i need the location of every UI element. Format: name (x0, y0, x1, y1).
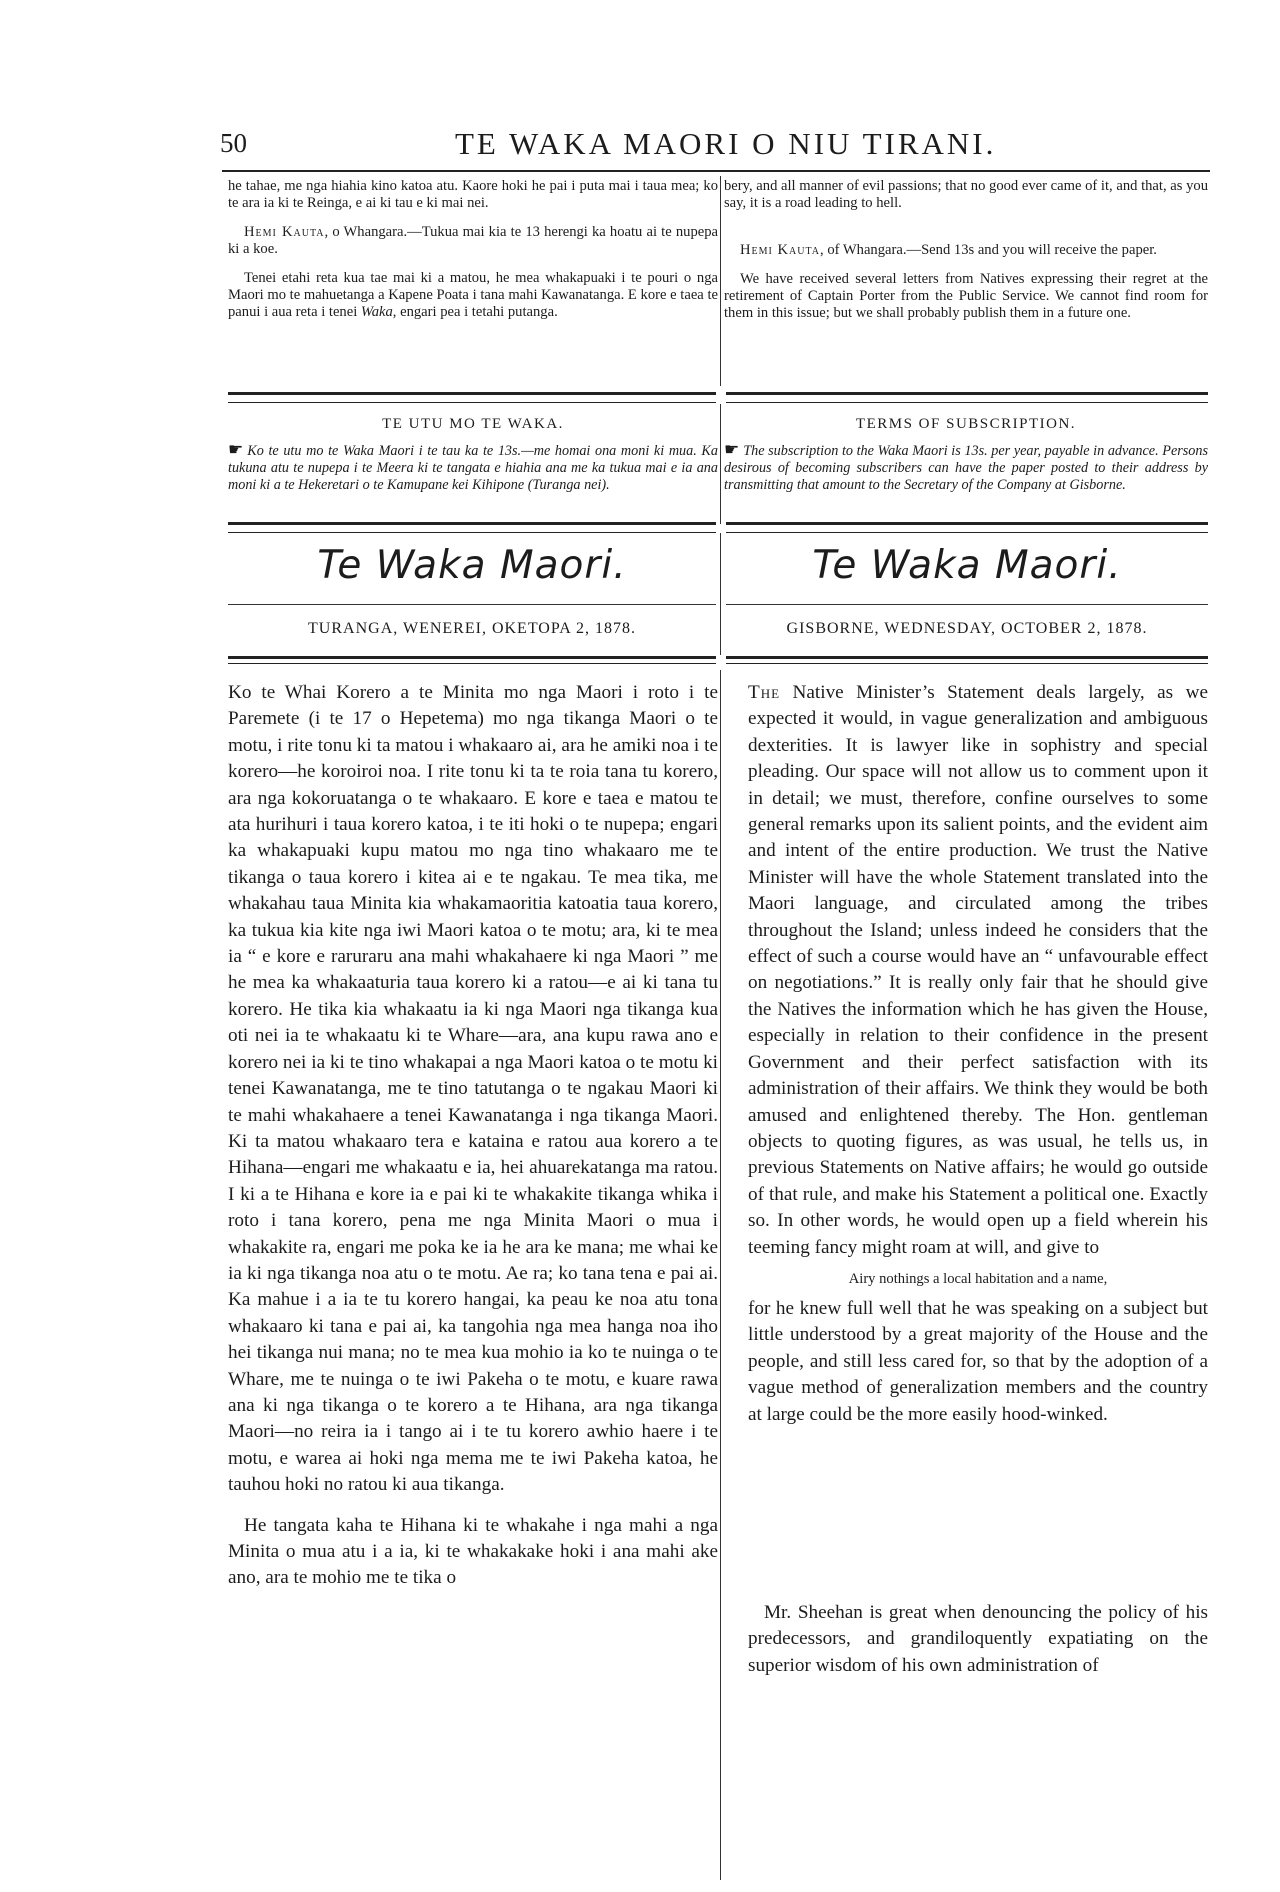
subscription-heading-maori: TE UTU MO TE WAKA. (382, 416, 564, 432)
notice-hemi-name: Hemi Kauta (244, 224, 325, 240)
subscription-heading-english: TERMS OF SUBSCRIPTION. (855, 416, 1077, 432)
subscription-body-maori: Ko te utu mo te Waka Maori i te tau ka te 13s.—me homai ona moni ki mua. Ka tukuna atu te nupepa i te Meera ki te tangata e hiahia ana me ka tukua mai e ia ana moni ki a te Hekeretari o te Kamupane kei Kihipone (Turanga nei). (228, 443, 718, 493)
subscription-text-english (724, 441, 1208, 494)
notice-hemi-text-en: , of Whangara.—Send 13s and you will receive the paper. (820, 242, 1157, 258)
subscription-text-maori (228, 441, 718, 494)
masthead-maori: Te Waka Maori. (317, 543, 627, 588)
pointing-hand-icon: ☛ (724, 440, 740, 459)
notice-letters-waka: Waka (360, 304, 393, 320)
rule-dateline-right (726, 604, 1208, 605)
page-header (220, 124, 1210, 170)
rule-masthead-left (228, 522, 716, 533)
dateline-maori: TURANGA, WENEREI, OKETOPA 2, 1878. (308, 620, 636, 637)
article-english-paragraph-1 (748, 680, 1208, 1261)
pointing-hand-icon: ☛ (228, 440, 244, 459)
rule-subscription-left (228, 392, 716, 403)
column-divider-article (720, 670, 721, 1880)
notice-hemi-maori (228, 224, 718, 258)
header-rule (222, 170, 1210, 172)
article-english-lead: The (748, 682, 781, 703)
article-maori-paragraph-2: He tangata kaha te Hihana ki te whakahe i nga mahi a nga Minita o mua atu i a ia, ki te whakakake hoki i ana mahi ake ano, ara te mohio me te tika o (228, 1514, 718, 1589)
page-number: 50 (220, 128, 247, 158)
article-english (748, 680, 1208, 1679)
masthead-english: Te Waka Maori. (812, 543, 1122, 588)
rule-article-right (726, 656, 1208, 664)
column-divider-top (720, 176, 721, 386)
subscription-maori (228, 416, 718, 494)
notice-continuation-english: bery, and all manner of evil passions; that no good ever came of it, and that, as you say, it is a road leading to hell. (724, 178, 1208, 211)
article-english-paragraph-3: Mr. Sheehan is great when denouncing the policy of his predecessors, and grandiloquently expatiating on the superior wisdom of his own administration of (748, 1601, 1208, 1676)
subscription-body-english: The subscription to the Waka Maori is 13s. per year, payable in advance. Persons desirous of becoming subscribers can have the paper posted to their address by transmitting that amount to the Secretary of the Company at Gisborne. (724, 443, 1208, 493)
notice-letters-text: Tenei etahi reta kua tae mai ki a matou, he mea whakapuaki i te pouri o nga Maori mo te mahuetanga a Kapene Poata i tana mahi Kawanatanga. E kore e taea te panui i aua reta i tenei (228, 270, 718, 320)
rule-dateline-left (228, 604, 716, 605)
article-english-text-1: Native Minister’s Statement deals largely, as we expected it would, in vague generalization and ambiguous dexterities. It is lawyer like in sophistry and special pleading. Our space will not allow us to comment upon it in detail; we must, therefore, confine ourselves to some general remarks upon its salient points, and the evident aim and intent of the entire production. We trust the Native Minister will have the whole Statement translated into the Maori language, and circulated among the tribes throughout the Island; unless indeed he considers that the effect of such a course would have an “ unfavourable effect on negotiations.” It is really only fair that he should give the Natives the information which he has given the House, especially in relation to their confidence in the present Government and their perfect satisfaction with its administration of their affairs. We think they would be both amused and enlightened thereby. The Hon. gentleman objects to quoting figures, as was usual, he tells us, in previous Statements on Native affairs; he would go outside of that rule, and make his Statement a political one. Exactly so. In other words, he would open up a field wherein his teeming fancy might roam at will, and give to (748, 682, 1208, 1258)
article-maori (228, 680, 718, 1592)
notice-continuation-maori: he tahae, me nga hiahia kino katoa atu. Kaore hoki he pai i puta mai i taua mea; ko te ara ia ki te Reinga, e ai ki tau e ki mai nei. (228, 178, 718, 211)
notice-hemi-text: , o Whangara.—Tukua mai kia te 13 herengi ka hoatu ai te nupepa ki a koe. (228, 224, 719, 257)
rule-article-left (228, 656, 716, 664)
notice-letters-end: , engari pea i tetahi putanga. (392, 304, 558, 320)
notice-letters-english: We have received several letters from Natives expressing their regret at the retirement of Captain Porter from the Public Service. We cannot find room for them in this issue; but we shall probably publish them in a future one. (724, 271, 1208, 321)
newspaper-title: TE WAKA MAORI O NIU TIRANI. (455, 126, 997, 161)
column-divider-subscription (720, 404, 721, 524)
notices-english (724, 178, 1208, 322)
rule-subscription-right (726, 392, 1208, 403)
article-english-quote: Airy nothings a local habitation and a name, (848, 1270, 1108, 1287)
dateline-english: GISBORNE, WEDNESDAY, OCTOBER 2, 1878. (786, 620, 1148, 637)
notice-hemi-name-en: Hemi Kauta (740, 242, 821, 258)
article-english-paragraph-2: for he knew full well that he was speaking on a subject but little understood by a great majority of the House and the people, and still less cared for, so that by the adoption of a vague method of generalization members and the country at large could be the more easily hood-winked. (748, 1297, 1208, 1425)
article-maori-paragraph-1: Ko te Whai Korero a te Minita mo nga Maori i roto i te Paremete (i te 17 o Hepetema) mo nga tikanga Maori o te motu, i rite tonu ki ta matou i whakaaro ai, ara he amiki noa i te korero—he koroiroi noa. I rite tonu ki ta te roia tana tu korero, ara nga kokoruatanga o te whakaaro. E kore e taea e matou te ata hurihuri i taua korero katoa, i te iti hoki o te nupepa; engari ka whakapuaki kupu matou mo nga tino whakaaro me te tikanga o taua korero i kitea ai e te ngakau. Te mea tika, me whakahau taua Minita kia whakamaoritia katoatia taua korero, ka tukua kia kite nga iwi Maori katoa o te motu; ara, ki te mea ia “ e kore e raruraru ana mahi whakahaere ki nga Maori ” me he mea ka whakaaturia taua korero ki a ratou—e ai ki tana tu korero. He tika kia whakaatu ia ki nga Maori nga tikanga kua oti nei ia te whakaatu ki te Whare—ara, ana kupu rawa ano e korero nei ia ki te tino whakapai a nga Maori katoa o te motu ki tenei Kawanatanga, me te tino tatutanga o te ngakau Maori ki te mahi whakahaere a tenei Kawanatanga i nga tikanga Maori. Ki ta matou whakaaro tera e kataina e ratou aua korero a te Hihana—engari me whakaatu e ia, hei ahuarekatanga ma ratou. I ki a te Hihana e kore ia e pai ki te whakakite tikanga whika i roto i tana korero, pena me nga Minita Maori o mua i whakakite ra, engari me poka ke ia he ara ke mana; me whai ke ia ki nga tikanga noa atu o te motu. Ae ra; ko tana tena e pai ai. Ka mahue i a ia te tu korero hangai, ka peau ke noa atu tona whakaaro ki tana e pai ai, ka tangohia nga mea hanga noa iho hei tikanga nui mana; no te mea kua mohio ia ko te nuinga o te Whare, me te nuinga o te iwi Pakeha o te motu, e kuare rawa ana ki nga tikanga o te korero a te Hihana, ara nga tikanga Maori—no reira ia i tango ai i te tu korero awhio haere i te motu, e warea ai hoki nga mema me te iwi Pakeha katoa, he tauhou hoki no ratou ki aua tikanga. (228, 682, 718, 1496)
rule-masthead-right (726, 522, 1208, 533)
subscription-english (724, 416, 1208, 494)
notice-letters-maori (228, 270, 718, 321)
notice-hemi-english (724, 242, 1208, 259)
column-divider-masthead (720, 533, 721, 655)
notices-maori (228, 178, 718, 321)
